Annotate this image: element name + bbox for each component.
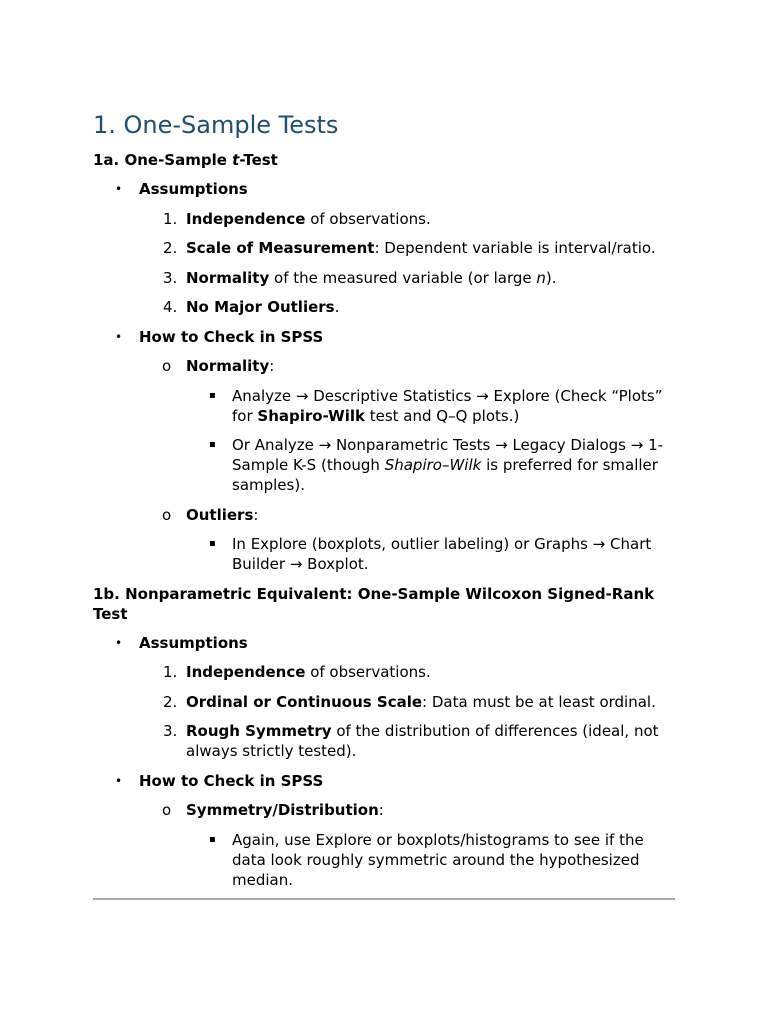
- item-italic: Shapiro–Wilk: [384, 456, 482, 474]
- assumption-text: : Data must be at least ordinal.: [422, 692, 656, 711]
- list-item: [93, 356, 678, 376]
- label-colon: :: [378, 801, 384, 819]
- list-item: [93, 721, 678, 761]
- list-number: 2.: [163, 692, 178, 711]
- assumption-text: of observations.: [305, 209, 431, 228]
- label-colon: :: [269, 357, 275, 375]
- horizontal-divider: [93, 898, 675, 900]
- list-number: 4.: [163, 298, 178, 316]
- assumption-term: Ordinal or Continuous Scale: [186, 692, 423, 711]
- list-item: [93, 771, 678, 791]
- normality-label: Normality: [186, 357, 270, 375]
- assumption-text: .: [334, 298, 340, 316]
- list-item: [93, 297, 678, 317]
- assumption-text: of the distribution of differences (ideal, not always strictly tested).: [186, 722, 659, 760]
- assumptions-label: Assumptions: [139, 180, 248, 198]
- item-bold: Shapiro-Wilk: [257, 406, 365, 425]
- bullet-marker: •: [115, 329, 123, 344]
- list-item: [93, 386, 678, 426]
- list-item: [93, 435, 678, 495]
- assumption-tail: ).: [545, 268, 557, 287]
- assumption-term: Rough Symmetry: [186, 722, 332, 740]
- assumption-term: Scale of Measurement: [186, 239, 375, 257]
- list-item: [93, 179, 678, 199]
- assumption-text: of the measured variable (or large: [269, 268, 537, 287]
- list-item: [93, 633, 678, 653]
- assumption-italic: n: [536, 268, 546, 287]
- square-marker: ▪: [209, 538, 216, 549]
- item-text: test and Q–Q plots.): [364, 406, 520, 425]
- section-b-heading: 1b. Nonparametric Equivalent: One-Sample Wilcoxon Signed-Rank Test: [93, 584, 655, 623]
- circle-marker: o: [162, 505, 172, 524]
- list-number: 3.: [163, 722, 178, 740]
- document-content: [93, 108, 678, 899]
- list-item: [93, 209, 678, 229]
- list-item: [93, 238, 678, 258]
- list-item: [93, 692, 678, 712]
- square-marker: ▪: [209, 833, 216, 845]
- item-text: Analyze → Descriptive Statistics → Explore (Check “Plots” for: [232, 386, 663, 425]
- bullet-marker: •: [115, 182, 123, 196]
- section-a-heading: [93, 150, 678, 170]
- list-item: [93, 662, 678, 682]
- check-label: How to Check in SPSS: [139, 327, 324, 346]
- section-a-heading-t: t: [232, 151, 240, 169]
- bullet-marker: •: [115, 635, 123, 650]
- list-number: 2.: [163, 239, 178, 257]
- list-item: [93, 830, 678, 890]
- assumptions-label: Assumptions: [139, 633, 248, 652]
- check-label: How to Check in SPSS: [139, 771, 324, 790]
- square-marker: ▪: [209, 439, 216, 450]
- circle-marker: o: [162, 357, 172, 375]
- list-item: [93, 505, 678, 525]
- assumption-term: Independence: [186, 663, 306, 681]
- list-number: 3.: [163, 268, 178, 287]
- item-text: is preferred for smaller samples).: [232, 456, 658, 494]
- item-text: In Explore (boxplots, outlier labeling) or Graphs → Chart Builder → Boxplot.: [232, 535, 652, 573]
- assumption-term: Independence: [186, 209, 306, 228]
- item-text: Or Analyze → Nonparametric Tests → Legacy Dialogs → 1-Sample K-S (though: [232, 436, 664, 474]
- page-title: 1. One-Sample Tests: [93, 111, 339, 139]
- circle-marker: o: [162, 801, 172, 819]
- assumption-term: Normality: [186, 268, 270, 287]
- list-number: 1.: [163, 209, 178, 228]
- list-item: [93, 268, 678, 288]
- list-number: 1.: [163, 663, 178, 681]
- square-marker: ▪: [209, 389, 216, 401]
- item-text: Again, use Explore or boxplots/histograms to see if the data look roughly symmetric around the hypothesized median.: [232, 830, 644, 889]
- assumption-text: of observations.: [305, 663, 431, 681]
- label-colon: :: [253, 505, 259, 524]
- symmetry-label: Symmetry/Distribution: [186, 801, 379, 819]
- section-a-heading-pre: 1a. One-Sample: [93, 151, 233, 169]
- list-item: [93, 534, 678, 574]
- list-item: [93, 800, 678, 820]
- assumption-text: : Dependent variable is interval/ratio.: [374, 239, 656, 257]
- list-item: [93, 327, 678, 347]
- section-a-heading-post: -Test: [239, 151, 278, 169]
- outliers-label: Outliers: [186, 505, 254, 524]
- bullet-marker: •: [115, 773, 123, 788]
- assumption-term: No Major Outliers: [186, 298, 335, 316]
